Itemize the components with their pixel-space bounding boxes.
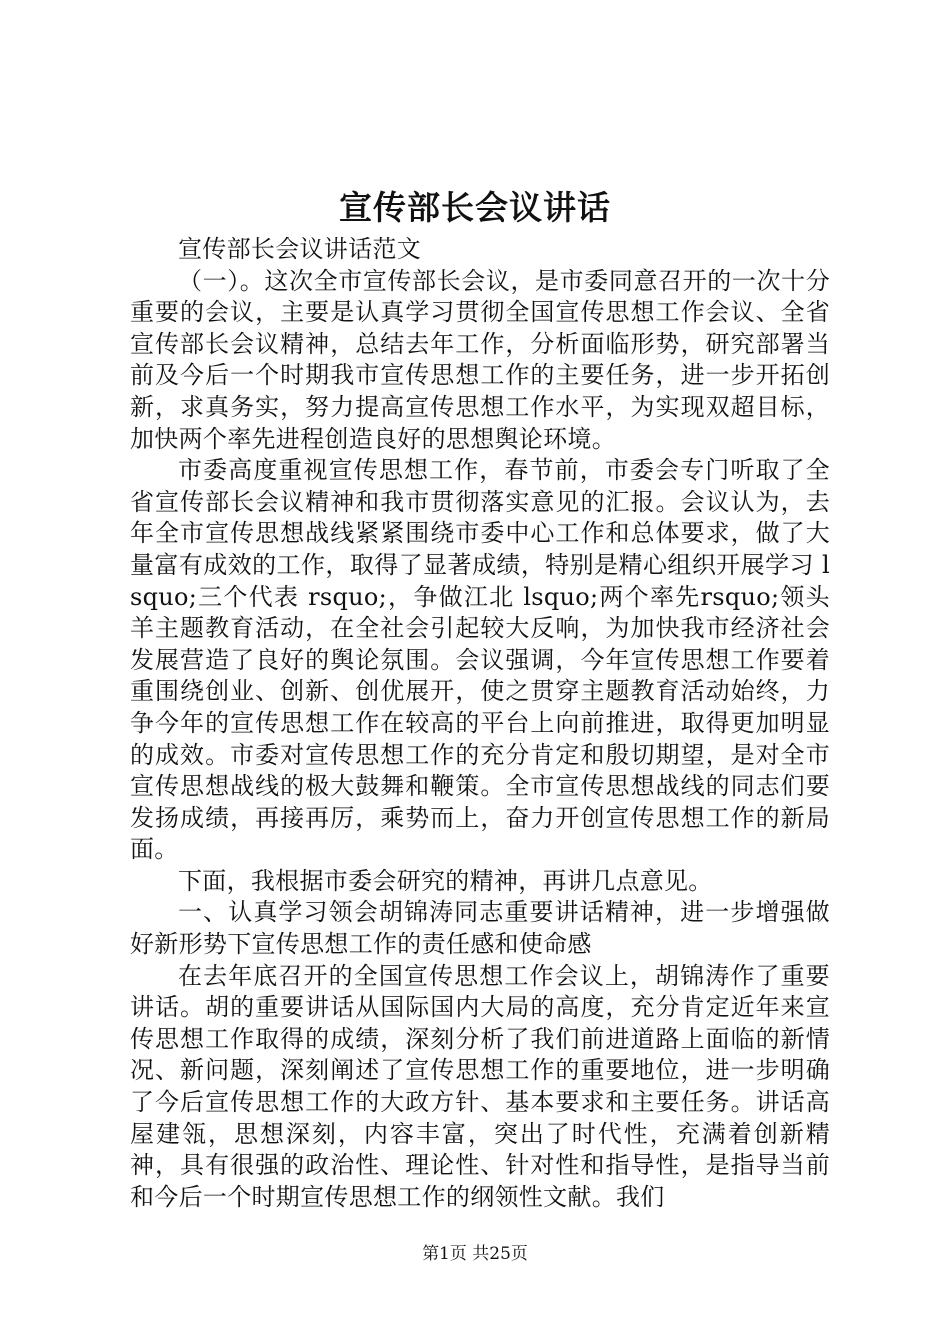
paragraph: 在去年底召开的全国宣传思想工作会议上，胡锦涛作了重要讲话。胡的重要讲话从国际国内大局的高度，充分肯定近年来宣传思想工作取得的成绩，深刻分析了我们前进道路上面临的新情况、新问题，深刻阐述了宣传思想工作的重要地位，进一步明确了今后宣传思想工作的大政方针、基本要求和主要任务。讲话高屋建瓴，思想深刻，内容丰富，突出了时代性，充满着创新精神，具有很强的政治性、理论性、针对性和指导性，是指导当前和今后一个时期宣传思想工作的纲领性文献。我们 [130, 961, 830, 1211]
document-body [130, 234, 830, 1213]
paragraph: （一）。这次全市宣传部长会议，是市委同意召开的一次十分重要的会议，主要是认真学习贯彻全国宣传思想工作会议、全省宣传部长会议精神，总结去年工作，分析面临形势，研究部署当前及今后一个时期我市宣传思想工作的主要任务，进一步开拓创新，求真务实，努力提高宣传思想工作水平，为实现双超目标，加快两个率先进程创造良好的思想舆论环境。 [130, 266, 830, 453]
page-footer: 第1页 共25页 [422, 1244, 528, 1264]
paragraph-subtitle: 宣传部长会议讲话范文 [178, 235, 421, 263]
paragraph: 下面，我根据市委会研究的精神，再讲几点意见。 [178, 866, 713, 895]
section-heading: 一、认真学习领会胡锦涛同志重要讲话精神，进一步增强做好新形势下宣传思想工作的责任感和使命感 [130, 898, 830, 959]
paragraph: 市委高度重视宣传思想工作，春节前，市委会专门听取了全省宣传部长会议精神和我市贯彻落实意见的汇报。会议认为，去年全市宣传思想战线紧紧围绕市委中心工作和总体要求，做了大量富有成效的工作，取得了显著成绩，特别是精心组织开展学习 lsquo;三个代表 rsquo;，争做江北 lsquo;两个率先rsquo;领头羊主题教育活动，在全社会引起较大反响，为加快我市经济社会发展营造了良好的舆论氛围。会议强调，今年宣传思想工作要着重围绕创业、创新、创优展开，使之贯穿主题教育活动始终，力争今年的宣传思想工作在较高的平台上向前推进，取得更加明显的成效。市委对宣传思想工作的充分肯定和殷切期望，是对全市宣传思想战线的极大鼓舞和鞭策。全市宣传思想战线的同志们要发扬成绩，再接再厉，乘势而上，奋力开创宣传思想工作的新局面。 [130, 456, 830, 864]
document-title: 宣传部长会议讲话 [339, 188, 611, 227]
